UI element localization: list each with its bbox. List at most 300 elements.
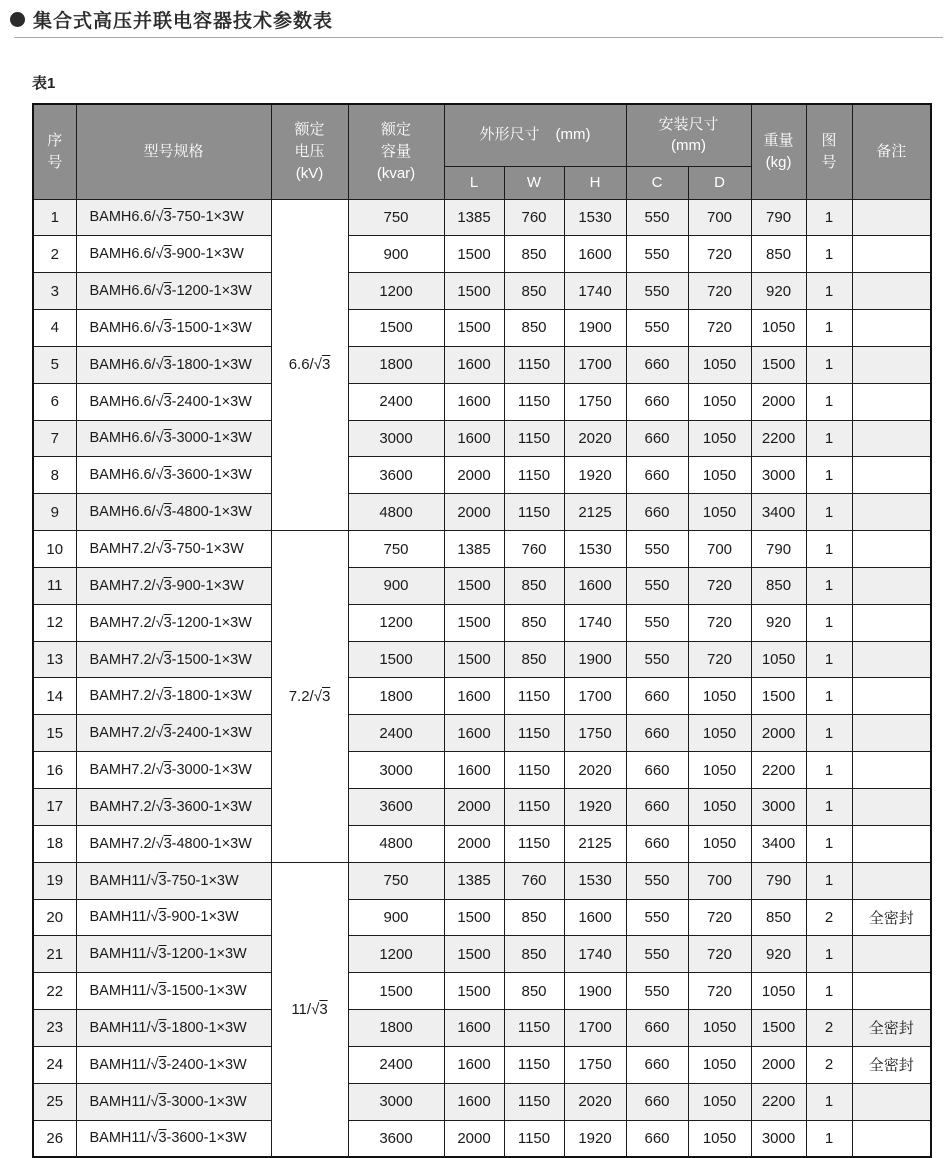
remark-cell: 全密封: [852, 1010, 931, 1047]
col-weight: [751, 104, 806, 199]
seq-cell: 3: [33, 273, 76, 310]
dim-l-cell: 2000: [444, 1120, 504, 1157]
capacity-cell: 3600: [348, 789, 444, 826]
figure-cell: 2: [806, 1046, 852, 1083]
col-weight-unit: (kg): [765, 153, 792, 171]
capacity-cell: 3000: [348, 1083, 444, 1120]
dim-c-cell: 550: [626, 273, 688, 310]
dim-l-cell: 1500: [444, 236, 504, 273]
remark-cell: [852, 236, 931, 273]
weight-cell: 790: [751, 531, 806, 568]
table-row: [33, 678, 931, 715]
table-row: [33, 715, 931, 752]
col-figure-line2: 号: [821, 153, 837, 171]
figure-cell: 1: [806, 1083, 852, 1120]
table-row: [33, 604, 931, 641]
model-cell: BAMH11/√3-3000-1×3W: [76, 1083, 271, 1120]
capacity-cell: 1800: [348, 346, 444, 383]
dim-d-cell: 720: [688, 310, 751, 347]
weight-cell: 2000: [751, 383, 806, 420]
col-model: 型号规格: [76, 104, 271, 199]
col-dim-h: H: [564, 166, 626, 199]
dim-d-cell: 1050: [688, 383, 751, 420]
remark-cell: [852, 604, 931, 641]
model-cell: BAMH6.6/√3-4800-1×3W: [76, 494, 271, 531]
dim-l-cell: 1500: [444, 567, 504, 604]
col-capacity-line1: 额定: [380, 121, 411, 139]
dim-l-cell: 1600: [444, 1083, 504, 1120]
dim-w-cell: 1150: [504, 1010, 564, 1047]
remark-cell: [852, 273, 931, 310]
dim-w-cell: 850: [504, 310, 564, 347]
dim-c-cell: 660: [626, 789, 688, 826]
col-mounting-label: 安装尺寸: [658, 115, 719, 133]
dim-h-cell: 1700: [564, 678, 626, 715]
seq-cell: 1: [33, 199, 76, 236]
table-row: [33, 346, 931, 383]
dim-c-cell: 550: [626, 973, 688, 1010]
dim-l-cell: 1600: [444, 383, 504, 420]
table-row: [33, 531, 931, 568]
table-row: [33, 752, 931, 789]
table-row: [33, 789, 931, 826]
voltage-cell: 6.6/√3: [271, 199, 348, 531]
model-cell: BAMH7.2/√3-4800-1×3W: [76, 825, 271, 862]
col-dim-w: W: [504, 166, 564, 199]
model-cell: BAMH6.6/√3-2400-1×3W: [76, 383, 271, 420]
dim-w-cell: 850: [504, 641, 564, 678]
remark-cell: [852, 346, 931, 383]
dim-l-cell: 2000: [444, 494, 504, 531]
remark-cell: [852, 457, 931, 494]
col-seq-line1: 序: [47, 132, 63, 149]
figure-cell: 1: [806, 973, 852, 1010]
dim-l-cell: 1500: [444, 273, 504, 310]
dim-d-cell: 1050: [688, 1046, 751, 1083]
dim-c-cell: 660: [626, 420, 688, 457]
remark-cell: [852, 862, 931, 899]
dim-l-cell: 1385: [444, 531, 504, 568]
dim-w-cell: 1150: [504, 1083, 564, 1120]
col-voltage-unit: (kV): [295, 164, 324, 182]
model-cell: BAMH11/√3-2400-1×3W: [76, 1046, 271, 1083]
dim-h-cell: 1700: [564, 346, 626, 383]
dim-c-cell: 550: [626, 604, 688, 641]
remark-cell: 全密封: [852, 899, 931, 936]
weight-cell: 3000: [751, 789, 806, 826]
dim-c-cell: 550: [626, 641, 688, 678]
dim-d-cell: 720: [688, 604, 751, 641]
dim-h-cell: 2020: [564, 420, 626, 457]
col-voltage-line2: 电压: [294, 142, 325, 160]
dim-d-cell: 720: [688, 567, 751, 604]
seq-cell: 12: [33, 604, 76, 641]
model-cell: BAMH7.2/√3-1200-1×3W: [76, 604, 271, 641]
seq-cell: 2: [33, 236, 76, 273]
model-cell: BAMH6.6/√3-900-1×3W: [76, 236, 271, 273]
figure-cell: 1: [806, 531, 852, 568]
model-cell: BAMH7.2/√3-3000-1×3W: [76, 752, 271, 789]
capacity-cell: 3000: [348, 420, 444, 457]
dim-c-cell: 550: [626, 936, 688, 973]
figure-cell: 1: [806, 199, 852, 236]
capacity-cell: 1500: [348, 973, 444, 1010]
weight-cell: 1050: [751, 641, 806, 678]
col-seq: [33, 104, 76, 199]
table-row: [33, 641, 931, 678]
model-cell: BAMH6.6/√3-3600-1×3W: [76, 457, 271, 494]
capacity-cell: 750: [348, 531, 444, 568]
weight-cell: 2000: [751, 1046, 806, 1083]
dim-d-cell: 1050: [688, 494, 751, 531]
dim-c-cell: 550: [626, 236, 688, 273]
dim-w-cell: 1150: [504, 825, 564, 862]
dim-d-cell: 720: [688, 641, 751, 678]
voltage-cell: 11/√3: [271, 862, 348, 1157]
remark-cell: [852, 936, 931, 973]
table-row: [33, 862, 931, 899]
model-cell: BAMH7.2/√3-2400-1×3W: [76, 715, 271, 752]
dim-h-cell: 1740: [564, 936, 626, 973]
seq-cell: 23: [33, 1010, 76, 1047]
dim-d-cell: 1050: [688, 1083, 751, 1120]
col-figure-line1: 图: [821, 132, 837, 149]
capacity-cell: 900: [348, 236, 444, 273]
figure-cell: 1: [806, 567, 852, 604]
dim-w-cell: 760: [504, 531, 564, 568]
col-dim-c: C: [626, 166, 688, 199]
figure-cell: 1: [806, 457, 852, 494]
dim-w-cell: 760: [504, 199, 564, 236]
dim-h-cell: 1750: [564, 715, 626, 752]
seq-cell: 22: [33, 973, 76, 1010]
dim-c-cell: 550: [626, 567, 688, 604]
seq-cell: 19: [33, 862, 76, 899]
remark-cell: [852, 310, 931, 347]
dim-d-cell: 1050: [688, 1010, 751, 1047]
dim-l-cell: 1500: [444, 641, 504, 678]
table-row: [33, 457, 931, 494]
capacity-cell: 1200: [348, 604, 444, 641]
seq-cell: 13: [33, 641, 76, 678]
col-voltage: [271, 104, 348, 199]
dim-c-cell: 660: [626, 825, 688, 862]
capacity-cell: 750: [348, 862, 444, 899]
dim-w-cell: 850: [504, 899, 564, 936]
col-figure: [806, 104, 852, 199]
dim-h-cell: 1600: [564, 236, 626, 273]
weight-cell: 1500: [751, 346, 806, 383]
dim-w-cell: 850: [504, 567, 564, 604]
model-cell: BAMH7.2/√3-750-1×3W: [76, 531, 271, 568]
seq-cell: 9: [33, 494, 76, 531]
dim-h-cell: 1900: [564, 641, 626, 678]
dim-c-cell: 550: [626, 862, 688, 899]
remark-cell: 全密封: [852, 1046, 931, 1083]
dim-c-cell: 660: [626, 1046, 688, 1083]
table-row: [33, 825, 931, 862]
col-outline-unit: (mm): [555, 126, 591, 144]
seq-cell: 24: [33, 1046, 76, 1083]
dim-w-cell: 1150: [504, 346, 564, 383]
seq-cell: 18: [33, 825, 76, 862]
dim-l-cell: 2000: [444, 825, 504, 862]
model-cell: BAMH6.6/√3-750-1×3W: [76, 199, 271, 236]
dim-h-cell: 1600: [564, 899, 626, 936]
dim-w-cell: 850: [504, 236, 564, 273]
weight-cell: 790: [751, 199, 806, 236]
spec-table: [32, 103, 932, 1158]
dim-l-cell: 1600: [444, 346, 504, 383]
table-row: [33, 1010, 931, 1047]
dim-h-cell: 1530: [564, 531, 626, 568]
table-caption: 表1: [32, 75, 56, 92]
col-capacity-line2: 容量: [380, 142, 411, 160]
model-cell: BAMH11/√3-3600-1×3W: [76, 1120, 271, 1157]
remark-cell: [852, 383, 931, 420]
dim-c-cell: 660: [626, 494, 688, 531]
dim-w-cell: 850: [504, 936, 564, 973]
dim-h-cell: 1900: [564, 973, 626, 1010]
seq-cell: 16: [33, 752, 76, 789]
remark-cell: [852, 715, 931, 752]
remark-cell: [852, 641, 931, 678]
table-body: [33, 199, 931, 1157]
weight-cell: 2000: [751, 715, 806, 752]
capacity-cell: 2400: [348, 383, 444, 420]
weight-cell: 1050: [751, 310, 806, 347]
seq-cell: 25: [33, 1083, 76, 1120]
bullet-icon: [10, 12, 25, 27]
figure-cell: 1: [806, 1120, 852, 1157]
voltage-cell: 7.2/√3: [271, 531, 348, 863]
table-row: [33, 973, 931, 1010]
model-cell: BAMH7.2/√3-3600-1×3W: [76, 789, 271, 826]
capacity-cell: 3600: [348, 457, 444, 494]
figure-cell: 1: [806, 236, 852, 273]
seq-cell: 15: [33, 715, 76, 752]
dim-w-cell: 1150: [504, 457, 564, 494]
weight-cell: 3000: [751, 457, 806, 494]
weight-cell: 920: [751, 936, 806, 973]
dim-c-cell: 660: [626, 457, 688, 494]
dim-d-cell: 1050: [688, 346, 751, 383]
weight-cell: 850: [751, 236, 806, 273]
dim-c-cell: 660: [626, 1010, 688, 1047]
dim-d-cell: 720: [688, 899, 751, 936]
table-row: [33, 199, 931, 236]
capacity-cell: 1200: [348, 936, 444, 973]
dim-d-cell: 1050: [688, 715, 751, 752]
figure-cell: 1: [806, 346, 852, 383]
model-cell: BAMH11/√3-1200-1×3W: [76, 936, 271, 973]
remark-cell: [852, 1083, 931, 1120]
weight-cell: 920: [751, 273, 806, 310]
dim-h-cell: 1920: [564, 1120, 626, 1157]
model-cell: BAMH7.2/√3-1800-1×3W: [76, 678, 271, 715]
figure-cell: 2: [806, 899, 852, 936]
dim-w-cell: 1150: [504, 752, 564, 789]
weight-cell: 3400: [751, 494, 806, 531]
col-voltage-line1: 额定: [294, 121, 325, 139]
dim-w-cell: 1150: [504, 420, 564, 457]
dim-c-cell: 550: [626, 899, 688, 936]
dim-h-cell: 1700: [564, 1010, 626, 1047]
dim-w-cell: 1150: [504, 678, 564, 715]
dim-l-cell: 1385: [444, 862, 504, 899]
dim-d-cell: 1050: [688, 457, 751, 494]
weight-cell: 920: [751, 604, 806, 641]
remark-cell: [852, 531, 931, 568]
dim-h-cell: 1530: [564, 199, 626, 236]
model-cell: BAMH6.6/√3-1500-1×3W: [76, 310, 271, 347]
table-row: [33, 936, 931, 973]
dim-c-cell: 660: [626, 1120, 688, 1157]
dim-l-cell: 2000: [444, 457, 504, 494]
remark-cell: [852, 199, 931, 236]
col-capacity-unit: (kvar): [376, 164, 416, 182]
dim-h-cell: 1750: [564, 1046, 626, 1083]
seq-cell: 21: [33, 936, 76, 973]
model-cell: BAMH7.2/√3-1500-1×3W: [76, 641, 271, 678]
capacity-cell: 1500: [348, 641, 444, 678]
remark-cell: [852, 789, 931, 826]
dim-w-cell: 1150: [504, 1120, 564, 1157]
weight-cell: 850: [751, 899, 806, 936]
col-dim-d: D: [688, 166, 751, 199]
dim-l-cell: 1600: [444, 752, 504, 789]
capacity-cell: 1800: [348, 1010, 444, 1047]
figure-cell: 2: [806, 1010, 852, 1047]
figure-cell: 1: [806, 789, 852, 826]
weight-cell: 1500: [751, 1010, 806, 1047]
figure-cell: 1: [806, 604, 852, 641]
col-mounting-group: [626, 104, 751, 166]
figure-cell: 1: [806, 310, 852, 347]
dim-h-cell: 2125: [564, 494, 626, 531]
dim-l-cell: 1600: [444, 1010, 504, 1047]
figure-cell: 1: [806, 862, 852, 899]
dim-c-cell: 660: [626, 346, 688, 383]
table-row: [33, 1046, 931, 1083]
title-divider: [14, 37, 943, 38]
dim-l-cell: 1500: [444, 973, 504, 1010]
table-row: [33, 567, 931, 604]
dim-d-cell: 720: [688, 973, 751, 1010]
table-row: [33, 383, 931, 420]
capacity-cell: 4800: [348, 494, 444, 531]
capacity-cell: 3000: [348, 752, 444, 789]
seq-cell: 17: [33, 789, 76, 826]
dim-l-cell: 1600: [444, 1046, 504, 1083]
remark-cell: [852, 825, 931, 862]
weight-cell: 2200: [751, 420, 806, 457]
dim-h-cell: 2020: [564, 1083, 626, 1120]
capacity-cell: 900: [348, 899, 444, 936]
seq-cell: 14: [33, 678, 76, 715]
dim-l-cell: 1600: [444, 420, 504, 457]
dim-h-cell: 2125: [564, 825, 626, 862]
remark-cell: [852, 678, 931, 715]
dim-l-cell: 2000: [444, 789, 504, 826]
capacity-cell: 1800: [348, 678, 444, 715]
capacity-cell: 1500: [348, 310, 444, 347]
dim-w-cell: 1150: [504, 383, 564, 420]
col-dim-l: L: [444, 166, 504, 199]
figure-cell: 1: [806, 715, 852, 752]
dim-l-cell: 1500: [444, 936, 504, 973]
dim-d-cell: 1050: [688, 420, 751, 457]
table-row: [33, 273, 931, 310]
figure-cell: 1: [806, 752, 852, 789]
dim-h-cell: 1900: [564, 310, 626, 347]
table-row: [33, 1083, 931, 1120]
col-outline-group: [444, 104, 626, 166]
model-cell: BAMH6.6/√3-1800-1×3W: [76, 346, 271, 383]
figure-cell: 1: [806, 273, 852, 310]
dim-c-cell: 660: [626, 678, 688, 715]
dim-d-cell: 700: [688, 199, 751, 236]
table-row: [33, 899, 931, 936]
capacity-cell: 900: [348, 567, 444, 604]
figure-cell: 1: [806, 936, 852, 973]
dim-c-cell: 550: [626, 531, 688, 568]
figure-cell: 1: [806, 678, 852, 715]
col-mounting-unit: (mm): [671, 137, 707, 155]
page-title: 集合式高压并联电容器技术参数表: [33, 11, 334, 32]
dim-d-cell: 700: [688, 862, 751, 899]
dim-d-cell: 700: [688, 531, 751, 568]
table-header: [33, 104, 931, 199]
col-outline-label: 外形尺寸: [479, 126, 540, 144]
model-cell: BAMH11/√3-900-1×3W: [76, 899, 271, 936]
model-cell: BAMH11/√3-1500-1×3W: [76, 973, 271, 1010]
dim-h-cell: 1750: [564, 383, 626, 420]
dim-h-cell: 1600: [564, 567, 626, 604]
table-row: [33, 236, 931, 273]
dim-w-cell: 1150: [504, 715, 564, 752]
seq-cell: 6: [33, 383, 76, 420]
seq-cell: 5: [33, 346, 76, 383]
seq-cell: 11: [33, 567, 76, 604]
col-remark: 备注: [852, 104, 931, 199]
table-row: [33, 494, 931, 531]
table-row: [33, 1120, 931, 1157]
dim-c-cell: 660: [626, 1083, 688, 1120]
remark-cell: [852, 420, 931, 457]
col-seq-line2: 号: [47, 153, 63, 171]
capacity-cell: 2400: [348, 1046, 444, 1083]
dim-l-cell: 1600: [444, 715, 504, 752]
table-row: [33, 420, 931, 457]
col-weight-label: 重量: [763, 132, 794, 149]
dim-l-cell: 1600: [444, 678, 504, 715]
dim-h-cell: 1530: [564, 862, 626, 899]
dim-c-cell: 550: [626, 199, 688, 236]
capacity-cell: 1200: [348, 273, 444, 310]
dim-c-cell: 660: [626, 715, 688, 752]
weight-cell: 1050: [751, 973, 806, 1010]
capacity-cell: 3600: [348, 1120, 444, 1157]
seq-cell: 10: [33, 531, 76, 568]
seq-cell: 20: [33, 899, 76, 936]
dim-c-cell: 660: [626, 383, 688, 420]
capacity-cell: 4800: [348, 825, 444, 862]
weight-cell: 2200: [751, 1083, 806, 1120]
figure-cell: 1: [806, 641, 852, 678]
weight-cell: 3400: [751, 825, 806, 862]
table-row: [33, 310, 931, 347]
